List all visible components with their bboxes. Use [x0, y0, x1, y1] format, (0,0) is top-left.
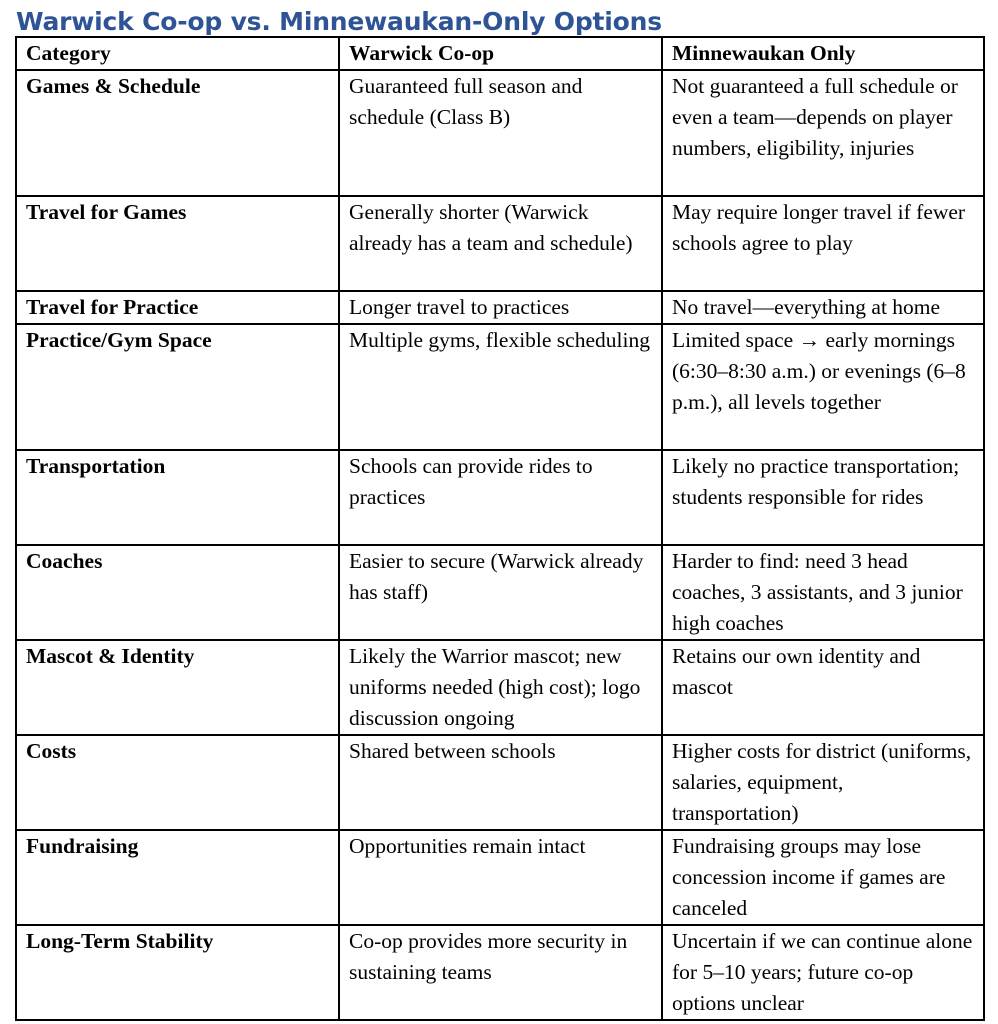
category-cell: Mascot & Identity — [16, 640, 339, 735]
minnewaukan-cell: Retains our own identity and mascot — [662, 640, 984, 735]
category-cell: Travel for Games — [16, 196, 339, 291]
warwick-cell: Shared between schools — [339, 735, 662, 830]
warwick-cell: Opportunities remain intact — [339, 830, 662, 925]
minnewaukan-cell: May require longer travel if fewer schools agree to play — [662, 196, 984, 291]
category-cell: Travel for Practice — [16, 291, 339, 324]
category-cell: Costs — [16, 735, 339, 830]
category-cell: Practice/Gym Space — [16, 324, 339, 450]
warwick-cell: Easier to secure (Warwick already has staff) — [339, 545, 662, 640]
warwick-cell: Likely the Warrior mascot; new uniforms needed (high cost); logo discussion ongoing — [339, 640, 662, 735]
warwick-cell: Co-op provides more security in sustaining teams — [339, 925, 662, 1020]
table-row — [16, 450, 984, 545]
minnewaukan-cell: Limited space → early mornings (6:30–8:30 a.m.) or evenings (6–8 p.m.), all levels together — [662, 324, 984, 450]
warwick-cell: Longer travel to practices — [339, 291, 662, 324]
table-row — [16, 196, 984, 291]
table-row — [16, 70, 984, 196]
category-cell: Long-Term Stability — [16, 925, 339, 1020]
category-cell: Fundraising — [16, 830, 339, 925]
table-row — [16, 291, 984, 324]
minnewaukan-cell: Likely no practice transportation; students responsible for rides — [662, 450, 984, 545]
minnewaukan-cell: Uncertain if we can continue alone for 5–10 years; future co-op options unclear — [662, 925, 984, 1020]
warwick-cell: Generally shorter (Warwick already has a team and schedule) — [339, 196, 662, 291]
minnewaukan-cell: Higher costs for district (uniforms, salaries, equipment, transportation) — [662, 735, 984, 830]
warwick-cell: Guaranteed full season and schedule (Class B) — [339, 70, 662, 196]
table-row — [16, 830, 984, 925]
table-row — [16, 925, 984, 1020]
category-cell: Games & Schedule — [16, 70, 339, 196]
table-row — [16, 324, 984, 450]
header-row — [16, 37, 984, 70]
table-row — [16, 640, 984, 735]
minnewaukan-cell: Harder to find: need 3 head coaches, 3 assistants, and 3 junior high coaches — [662, 545, 984, 640]
document-title: Warwick Co-op vs. Minnewaukan-Only Options — [16, 7, 662, 36]
warwick-cell: Schools can provide rides to practices — [339, 450, 662, 545]
category-cell: Coaches — [16, 545, 339, 640]
table-row — [16, 735, 984, 830]
minnewaukan-cell: No travel—everything at home — [662, 291, 984, 324]
column-header-warwick: Warwick Co-op — [339, 37, 662, 70]
warwick-cell: Multiple gyms, flexible scheduling — [339, 324, 662, 450]
comparison-table — [15, 36, 985, 1021]
minnewaukan-cell: Fundraising groups may lose concession income if games are canceled — [662, 830, 984, 925]
table-row — [16, 545, 984, 640]
minnewaukan-cell: Not guaranteed a full schedule or even a team—depends on player numbers, eligibility, injuries — [662, 70, 984, 196]
column-header-category: Category — [16, 37, 339, 70]
category-cell: Transportation — [16, 450, 339, 545]
column-header-minnewaukan: Minnewaukan Only — [662, 37, 984, 70]
